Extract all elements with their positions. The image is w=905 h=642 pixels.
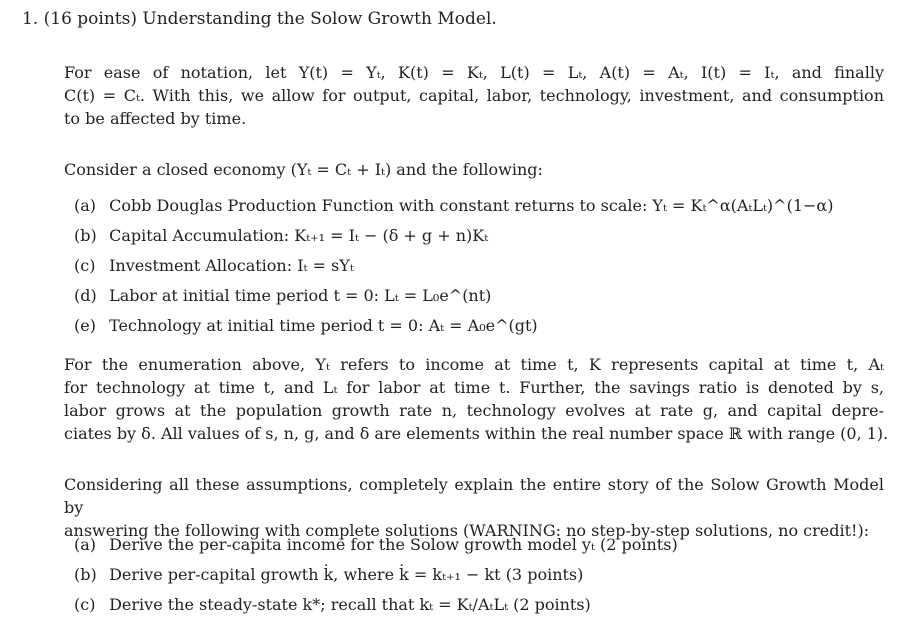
item-label: (d) bbox=[74, 286, 97, 305]
task-item-b bbox=[74, 560, 874, 590]
definitions-paragraph bbox=[64, 353, 889, 445]
assumption-item-b bbox=[74, 221, 874, 251]
task-item-c bbox=[74, 590, 874, 620]
definitions-line: for technology at time t, and Lₜ for labor at time t. Further, the savings ratio is denoted by s, bbox=[64, 378, 884, 397]
item-text: Investment Allocation: Iₜ = sYₜ bbox=[109, 256, 354, 275]
notation-line: C(t) = Cₜ. With this, we allow for output, capital, labor, technology, investment, and consumption bbox=[64, 86, 884, 105]
task-list bbox=[74, 530, 874, 620]
task-line: Considering all these assumptions, completely explain the entire story of the Solow Growth Model by bbox=[64, 475, 884, 517]
definitions-line: ciates by δ. All values of s, n, g, and δ are elements within the real number space ℝ with range (0, 1). bbox=[64, 424, 889, 443]
economy-intro: Consider a closed economy (Yₜ = Cₜ + Iₜ) and the following: bbox=[64, 160, 543, 179]
item-text: Capital Accumulation: Kₜ₊₁ = Iₜ − (δ + g + n)Kₜ bbox=[109, 226, 489, 245]
item-label: (e) bbox=[74, 316, 96, 335]
item-label: (c) bbox=[74, 256, 96, 275]
definitions-line: labor grows at the population growth rate n, technology evolves at rate g, and capital depre- bbox=[64, 401, 884, 420]
assumption-item-d bbox=[74, 281, 874, 311]
definitions-line: For the enumeration above, Yₜ refers to income at time t, K represents capital at time t, Aₜ bbox=[64, 355, 884, 374]
item-label: (a) bbox=[74, 535, 97, 554]
assumption-item-e bbox=[74, 311, 874, 341]
item-label: (b) bbox=[74, 565, 97, 584]
notation-paragraph bbox=[64, 61, 884, 130]
assumption-list bbox=[74, 191, 874, 341]
task-line: answering the following with complete solutions (WARNING: no step-by-step solutions, no credit!): bbox=[64, 521, 870, 540]
item-text: Technology at initial time period t = 0: Aₜ = A₀e^(gt) bbox=[109, 316, 538, 335]
item-label: (a) bbox=[74, 196, 97, 215]
notation-line: to be affected by time. bbox=[64, 109, 247, 128]
assumption-item-a bbox=[74, 191, 874, 221]
item-text: Labor at initial time period t = 0: Lₜ = L₀e^(nt) bbox=[109, 286, 492, 305]
item-text: Cobb Douglas Production Function with constant returns to scale: Yₜ = Kₜ^α(AₜLₜ)^(1−α) bbox=[109, 196, 834, 215]
item-label: (c) bbox=[74, 595, 96, 614]
notation-line: For ease of notation, let Y(t) = Yₜ, K(t) = Kₜ, L(t) = Lₜ, A(t) = Aₜ, I(t) = Iₜ, and finally bbox=[64, 63, 884, 82]
item-text: Derive the per-capita income for the Solow growth model yₜ (2 points) bbox=[109, 535, 678, 554]
item-label: (b) bbox=[74, 226, 97, 245]
question-heading: 1. (16 points) Understanding the Solow Growth Model. bbox=[22, 9, 497, 29]
assumption-item-c bbox=[74, 251, 874, 281]
item-text: Derive per-capital growth k̇, where k̇ = kₜ₊₁ − kt (3 points) bbox=[109, 565, 584, 584]
task-item-a bbox=[74, 530, 874, 560]
item-text: Derive the steady-state k*; recall that kₜ = Kₜ/AₜLₜ (2 points) bbox=[109, 595, 591, 614]
